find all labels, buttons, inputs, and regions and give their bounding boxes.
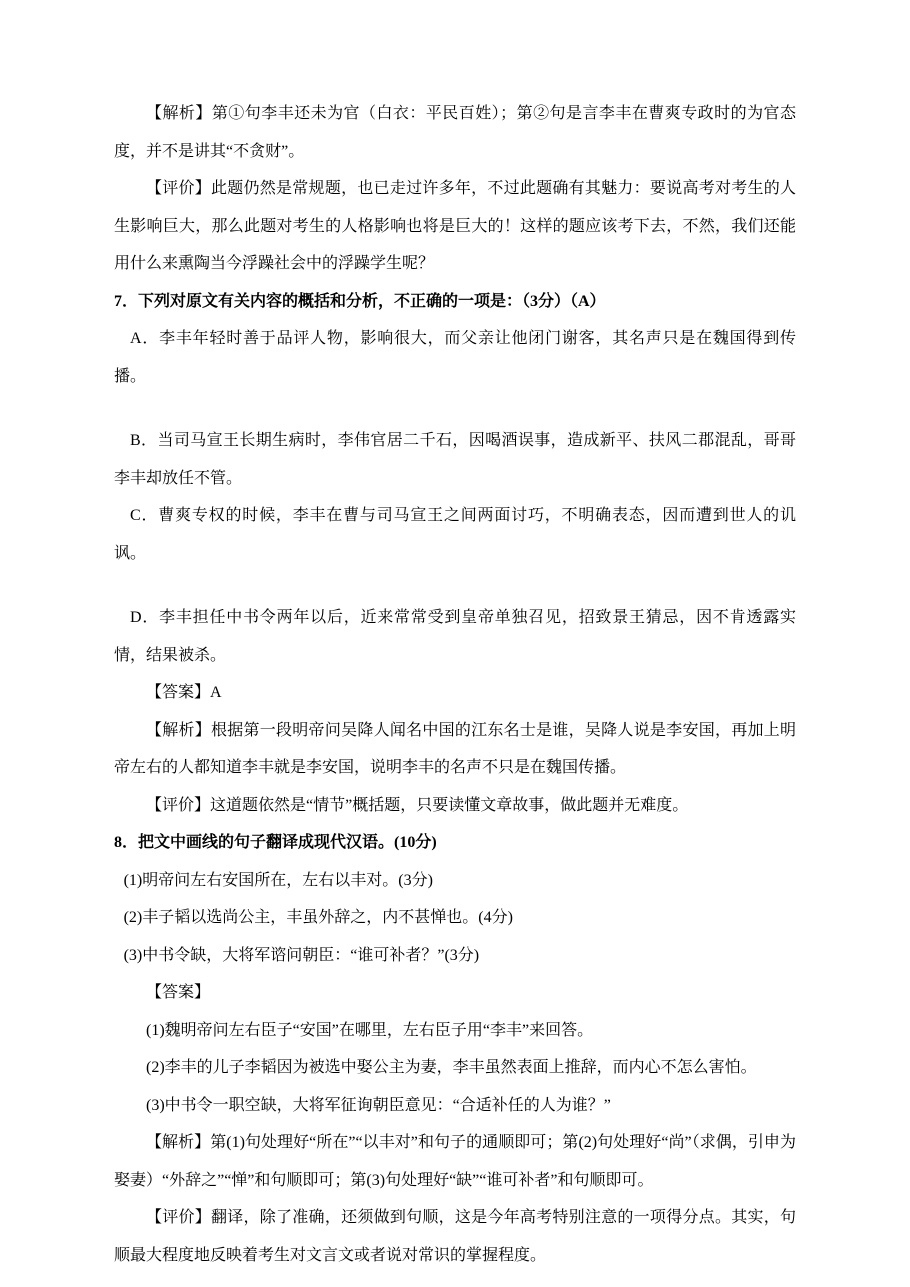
- choice-a: A．李丰年轻时善于品评人物，影响很大，而父亲让他闭门谢客，其名声只是在魏国得到传播。: [114, 330, 796, 385]
- choice-d: D．李丰担任中书令两年以后，近来常常受到皇帝单独召见，招致景王猜忌，因不肯透露实情，结果被杀。: [114, 609, 796, 664]
- q8-answer-2: (2)李丰的儿子李韬因为被选中娶公主为妻，李丰虽然表面上推辞，而内心不怎么害怕。: [146, 1059, 757, 1076]
- q8-answer-1: (1)魏明帝问左右臣子“安国”在哪里，左右臣子用“李丰”来回答。: [146, 1021, 594, 1039]
- comment-paragraph-q8: 【评价】翻译，除了准确，还须做到句顺，这是今年高考特别注意的一项得分点。其实，句顺最大程度地反映着考生对文言文或者说对常识的掌握程度。: [114, 1209, 796, 1264]
- analysis-paragraph-q7: 【解析】根据第一段明帝问吴降人闻名中国的江东名士是谁，吴降人说是李安国，再加上明帝左右的人都知道李丰就是李安国，说明李丰的名声不只是在魏国传播。: [114, 721, 796, 776]
- comment-paragraph-q6: 【评价】此题仍然是常规题，也已走过许多年，不过此题确有其魅力：要说高考对考生的人生影响巨大，那么此题对考生的人格影响也将是巨大的！这样的题应该考下去，不然，我们还能用什么来熏陶当今浮躁社会中的浮躁学生呢？: [114, 180, 796, 272]
- answer-q8-label: 【答案】: [146, 984, 211, 1001]
- choice-c: C．曹爽专权的时候，李丰在曹与司马宣王之间两面讨巧，不明确表态，因而遭到世人的讥讽。: [114, 507, 796, 562]
- q8-sentence-3: (3)中书令缺，大将军谘问朝臣：“谁可补者？”(3分): [123, 946, 480, 964]
- choice-b: B．当司马宣王长期生病时，李伟官居二千石，因喝酒误事，造成新平、扶风二郡混乱，哥哥李丰却放任不管。: [114, 432, 796, 487]
- analysis-paragraph-q8: 【解析】第(1)句处理好“所在”“以丰对”和句子的通顺即可；第(2)句处理好“尚”（求偶，引申为娶妻）“外辞之”“惮”和句顺即可；第(3)句处理好“缺”“谁可补者”和句顺即可。: [114, 1134, 796, 1189]
- question-8-heading: 8．把文中画线的句子翻译成现代汉语。(10分): [114, 834, 437, 851]
- q8-answer-3: (3)中书令一职空缺，大将军征询朝臣意见：“合适补任的人为谁？”: [146, 1096, 611, 1114]
- question-7-heading: 7．下列对原文有关内容的概括和分析，不正确的一项是：（3分）（A）: [114, 292, 606, 310]
- answer-q7: 【答案】A: [146, 684, 222, 701]
- q8-sentence-1: (1)明帝问左右安国所在，左右以丰对。(3分): [123, 871, 433, 889]
- comment-paragraph-q7: 【评价】这道题依然是“情节”概括题，只要读懂文章故事，做此题并无难度。: [146, 796, 689, 814]
- analysis-paragraph-q6: 【解析】第①句李丰还未为官（白衣：平民百姓）；第②句是言李丰在曹爽专政时的为官态度，并不是讲其“不贪财”。: [114, 105, 796, 160]
- q8-sentence-2: (2)丰子韬以选尚公主，丰虽外辞之，内不甚惮也。(4分): [123, 909, 513, 926]
